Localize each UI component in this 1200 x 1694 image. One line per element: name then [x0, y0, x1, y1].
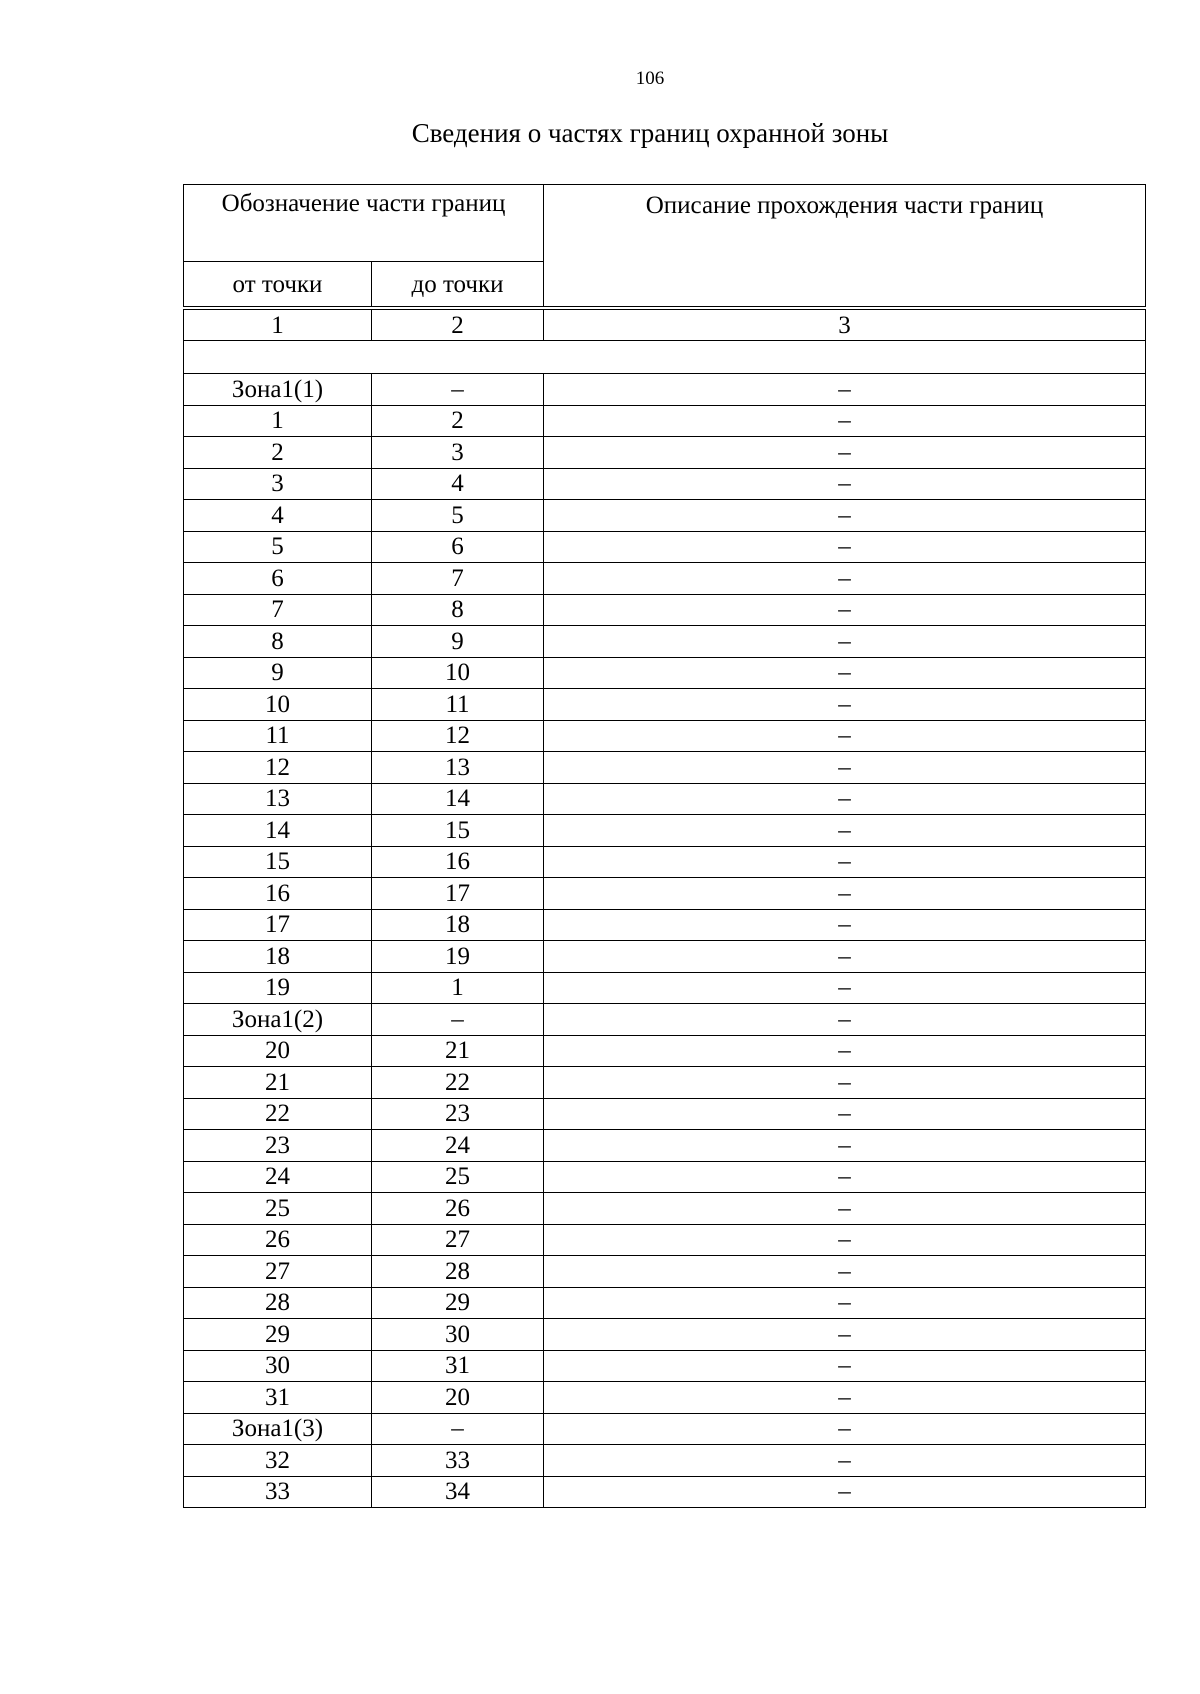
- cell-description: –: [544, 752, 1146, 784]
- page-title: Сведения о частях границ охранной зоны: [411, 118, 889, 148]
- table-row: [184, 437, 1146, 469]
- cell-to: 11: [372, 689, 544, 721]
- table-row: [184, 1193, 1146, 1225]
- cell-from: 4: [184, 500, 372, 532]
- cell-description: –: [544, 1035, 1146, 1067]
- cell-to: 12: [372, 720, 544, 752]
- col-number-3: 3: [544, 310, 1146, 341]
- table-row: [184, 563, 1146, 595]
- cell-to: 27: [372, 1224, 544, 1256]
- cell-from: 32: [184, 1445, 372, 1477]
- boundary-parts-table: [183, 184, 1146, 1508]
- cell-to: 6: [372, 531, 544, 563]
- header-designation: Обозначение части границ: [184, 185, 544, 262]
- table-row: [184, 1130, 1146, 1162]
- cell-description: –: [544, 626, 1146, 658]
- header-row: [184, 185, 1146, 262]
- cell-to: 26: [372, 1193, 544, 1225]
- cell-from: 16: [184, 878, 372, 910]
- cell-description: –: [544, 783, 1146, 815]
- cell-to: 23: [372, 1098, 544, 1130]
- table-row: [184, 500, 1146, 532]
- cell-description: –: [544, 941, 1146, 973]
- cell-description: –: [544, 815, 1146, 847]
- cell-from: 22: [184, 1098, 372, 1130]
- cell-to: 29: [372, 1287, 544, 1319]
- column-number-row: [184, 310, 1146, 341]
- cell-to: 18: [372, 909, 544, 941]
- cell-from: Зона1(3): [184, 1413, 372, 1445]
- cell-from: 18: [184, 941, 372, 973]
- cell-description: –: [544, 1004, 1146, 1036]
- table-row: [184, 468, 1146, 500]
- cell-description: –: [544, 1319, 1146, 1351]
- table-row: [184, 1224, 1146, 1256]
- cell-from: 26: [184, 1224, 372, 1256]
- cell-to: –: [372, 1004, 544, 1036]
- table-row: [184, 1004, 1146, 1036]
- table-row: [184, 1413, 1146, 1445]
- cell-description: –: [544, 1350, 1146, 1382]
- cell-to: 17: [372, 878, 544, 910]
- cell-description: –: [544, 468, 1146, 500]
- cell-to: 8: [372, 594, 544, 626]
- table-row: [184, 594, 1146, 626]
- table-row: [184, 626, 1146, 658]
- cell-to: 15: [372, 815, 544, 847]
- cell-from: 20: [184, 1035, 372, 1067]
- cell-description: –: [544, 405, 1146, 437]
- cell-to: 3: [372, 437, 544, 469]
- cell-from: 30: [184, 1350, 372, 1382]
- cell-to: 19: [372, 941, 544, 973]
- table-row: [184, 1067, 1146, 1099]
- cell-description: –: [544, 846, 1146, 878]
- table-row: [184, 878, 1146, 910]
- table-row: [184, 1287, 1146, 1319]
- table-row: [184, 1098, 1146, 1130]
- cell-description: –: [544, 374, 1146, 406]
- table-row: [184, 1382, 1146, 1414]
- table-row: [184, 846, 1146, 878]
- cell-from: 25: [184, 1193, 372, 1225]
- cell-from: 28: [184, 1287, 372, 1319]
- cell-description: –: [544, 500, 1146, 532]
- cell-description: –: [544, 1287, 1146, 1319]
- col-number-2: 2: [372, 310, 544, 341]
- cell-to: 24: [372, 1130, 544, 1162]
- cell-description: –: [544, 909, 1146, 941]
- table-row: [184, 1319, 1146, 1351]
- cell-to: 31: [372, 1350, 544, 1382]
- table-row: [184, 720, 1146, 752]
- cell-to: 33: [372, 1445, 544, 1477]
- cell-from: 21: [184, 1067, 372, 1099]
- cell-description: –: [544, 1413, 1146, 1445]
- col-number-1: 1: [184, 310, 372, 341]
- cell-to: 10: [372, 657, 544, 689]
- cell-to: 9: [372, 626, 544, 658]
- cell-from: 2: [184, 437, 372, 469]
- cell-description: –: [544, 594, 1146, 626]
- cell-from: 10: [184, 689, 372, 721]
- cell-description: –: [544, 878, 1146, 910]
- table-row: [184, 752, 1146, 784]
- cell-to: –: [372, 374, 544, 406]
- table-row: [184, 374, 1146, 406]
- cell-from: 9: [184, 657, 372, 689]
- cell-from: 8: [184, 626, 372, 658]
- cell-to: 28: [372, 1256, 544, 1288]
- cell-description: –: [544, 531, 1146, 563]
- cell-from: 1: [184, 405, 372, 437]
- table-row: [184, 815, 1146, 847]
- cell-to: 13: [372, 752, 544, 784]
- cell-to: 16: [372, 846, 544, 878]
- cell-description: –: [544, 1098, 1146, 1130]
- cell-to: 30: [372, 1319, 544, 1351]
- cell-description: –: [544, 657, 1146, 689]
- cell-description: –: [544, 1193, 1146, 1225]
- cell-from: 19: [184, 972, 372, 1004]
- cell-description: –: [544, 437, 1146, 469]
- table-row: [184, 1035, 1146, 1067]
- cell-from: 14: [184, 815, 372, 847]
- cell-from: 7: [184, 594, 372, 626]
- cell-from: 33: [184, 1476, 372, 1508]
- cell-from: 5: [184, 531, 372, 563]
- cell-description: –: [544, 1161, 1146, 1193]
- cell-from: 15: [184, 846, 372, 878]
- cell-description: –: [544, 1476, 1146, 1508]
- cell-from: 12: [184, 752, 372, 784]
- cell-to: 25: [372, 1161, 544, 1193]
- cell-from: 27: [184, 1256, 372, 1288]
- cell-to: 14: [372, 783, 544, 815]
- cell-description: –: [544, 1382, 1146, 1414]
- empty-row: [184, 341, 1146, 374]
- cell-description: –: [544, 1256, 1146, 1288]
- cell-description: –: [544, 689, 1146, 721]
- cell-from: 11: [184, 720, 372, 752]
- cell-from: Зона1(1): [184, 374, 372, 406]
- table-row: [184, 909, 1146, 941]
- cell-to: 4: [372, 468, 544, 500]
- cell-description: –: [544, 563, 1146, 595]
- table-row: [184, 1350, 1146, 1382]
- cell-description: –: [544, 1224, 1146, 1256]
- table-row: [184, 689, 1146, 721]
- cell-from: 23: [184, 1130, 372, 1162]
- table-row: [184, 1476, 1146, 1508]
- cell-from: 3: [184, 468, 372, 500]
- table-row: [184, 1256, 1146, 1288]
- cell-to: 5: [372, 500, 544, 532]
- cell-to: 20: [372, 1382, 544, 1414]
- cell-description: –: [544, 720, 1146, 752]
- header-to: до точки: [372, 262, 544, 307]
- cell-from: Зона1(2): [184, 1004, 372, 1036]
- header-from: от точки: [184, 262, 372, 307]
- header-description: Описание прохождения части границ: [544, 185, 1146, 307]
- table-row: [184, 783, 1146, 815]
- cell-description: –: [544, 972, 1146, 1004]
- cell-to: 2: [372, 405, 544, 437]
- empty-cell: [184, 341, 1146, 374]
- cell-to: –: [372, 1413, 544, 1445]
- table-row: [184, 405, 1146, 437]
- cell-from: 17: [184, 909, 372, 941]
- table-row: [184, 1445, 1146, 1477]
- page-number: 106: [635, 68, 665, 89]
- cell-to: 21: [372, 1035, 544, 1067]
- table-row: [184, 1161, 1146, 1193]
- table-row: [184, 972, 1146, 1004]
- cell-to: 1: [372, 972, 544, 1004]
- table-row: [184, 941, 1146, 973]
- cell-from: 29: [184, 1319, 372, 1351]
- cell-from: 24: [184, 1161, 372, 1193]
- table-row: [184, 657, 1146, 689]
- cell-description: –: [544, 1445, 1146, 1477]
- cell-description: –: [544, 1130, 1146, 1162]
- cell-from: 13: [184, 783, 372, 815]
- cell-to: 7: [372, 563, 544, 595]
- table-row: [184, 531, 1146, 563]
- cell-to: 34: [372, 1476, 544, 1508]
- cell-to: 22: [372, 1067, 544, 1099]
- cell-from: 31: [184, 1382, 372, 1414]
- cell-description: –: [544, 1067, 1146, 1099]
- cell-from: 6: [184, 563, 372, 595]
